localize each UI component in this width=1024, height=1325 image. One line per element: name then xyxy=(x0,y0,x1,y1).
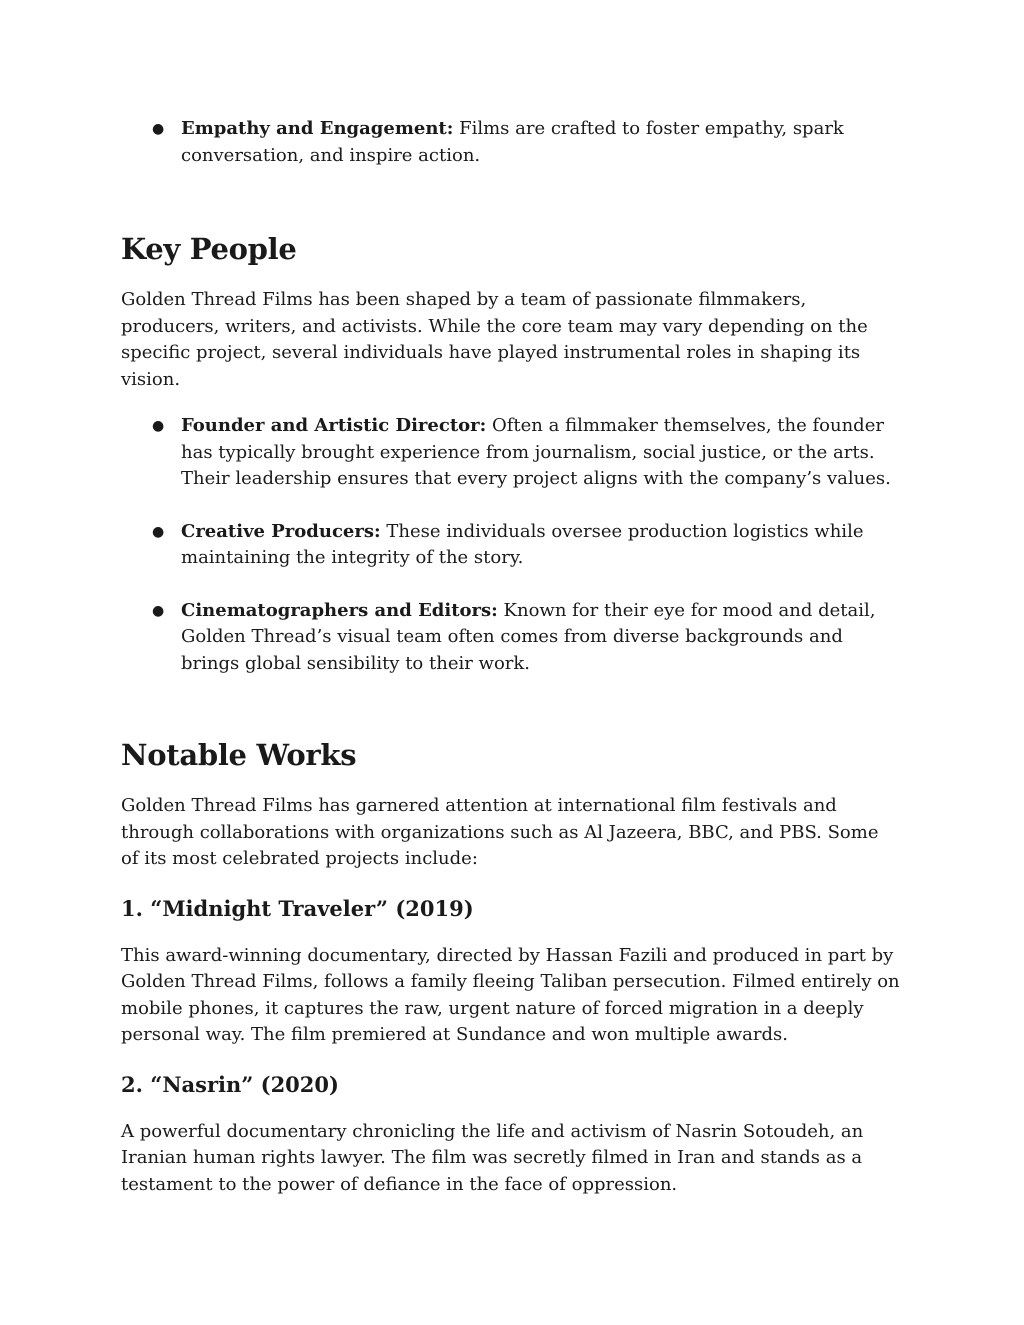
section-heading-key-people: Key People xyxy=(121,232,297,266)
document-page xyxy=(121,116,901,1198)
list-item xyxy=(121,116,901,169)
list-item xyxy=(121,519,901,572)
bullet-dot-icon: ● xyxy=(152,602,165,619)
bullet-text: Known for their eye for mood and detail, Golden Thread’s visual team often comes from diverse backgrounds and brings global sensibility to their work. xyxy=(181,599,876,674)
bullet-term: Empathy and Engagement: xyxy=(181,118,454,139)
bullet-dot-icon: ● xyxy=(152,121,165,137)
bullet-text: These individuals oversee production logistics while maintaining the integrity of the story. xyxy=(181,520,864,568)
bullet-dot-icon: ● xyxy=(152,418,165,434)
work-title: 2. “Nasrin” (2020) xyxy=(121,1071,339,1097)
bullet-text: Films are crafted to foster empathy, spark conversation, and inspire action. xyxy=(181,118,844,166)
intro-bullet-list xyxy=(121,116,901,169)
key-people-bullet-list xyxy=(121,413,901,677)
bullet-term: Founder and Artistic Director: xyxy=(181,415,487,436)
bullet-term: Cinematographers and Editors: xyxy=(181,599,498,621)
bullet-term: Creative Producers: xyxy=(181,520,381,542)
work-title: 1. “Midnight Traveler” (2019) xyxy=(121,895,474,921)
work-description: This award-winning documentary, directed by Hassan Fazili and produced in part by Golden Thread Films, follows a family fleeing Taliban persecution. Filmed entirely on mobile phones, it captures the raw, urgent nature of forced migration in a deeply personal way. The film premiered at Sundance and won multiple awards. xyxy=(121,944,900,1045)
bullet-text: Often a filmmaker themselves, the founder has typically brought experience from journalism, social justice, or the arts. Their leadership ensures that every project aligns with the company’s values. xyxy=(181,415,891,489)
list-item xyxy=(121,413,901,493)
key-people-paragraph: Golden Thread Films has been shaped by a team of passionate filmmakers, producers, writers, and activists. While the core team may vary depending on the specific project, several individuals have played instrumental roles in shaping its vision. xyxy=(121,289,868,390)
list-item xyxy=(121,598,901,678)
work-description: A powerful documentary chronicling the life and activism of Nasrin Sotoudeh, an Iranian human rights lawyer. The film was secretly filmed in Iran and stands as a testament to the power of defiance in the face of oppression. xyxy=(121,1120,864,1195)
section-heading-notable-works: Notable Works xyxy=(121,738,357,772)
notable-works-paragraph: Golden Thread Films has garnered attention at international film festivals and through collaborations with organizations such as Al Jazeera, BBC, and PBS. Some of its most celebrated projects include: xyxy=(121,795,879,869)
bullet-dot-icon: ● xyxy=(152,523,165,540)
